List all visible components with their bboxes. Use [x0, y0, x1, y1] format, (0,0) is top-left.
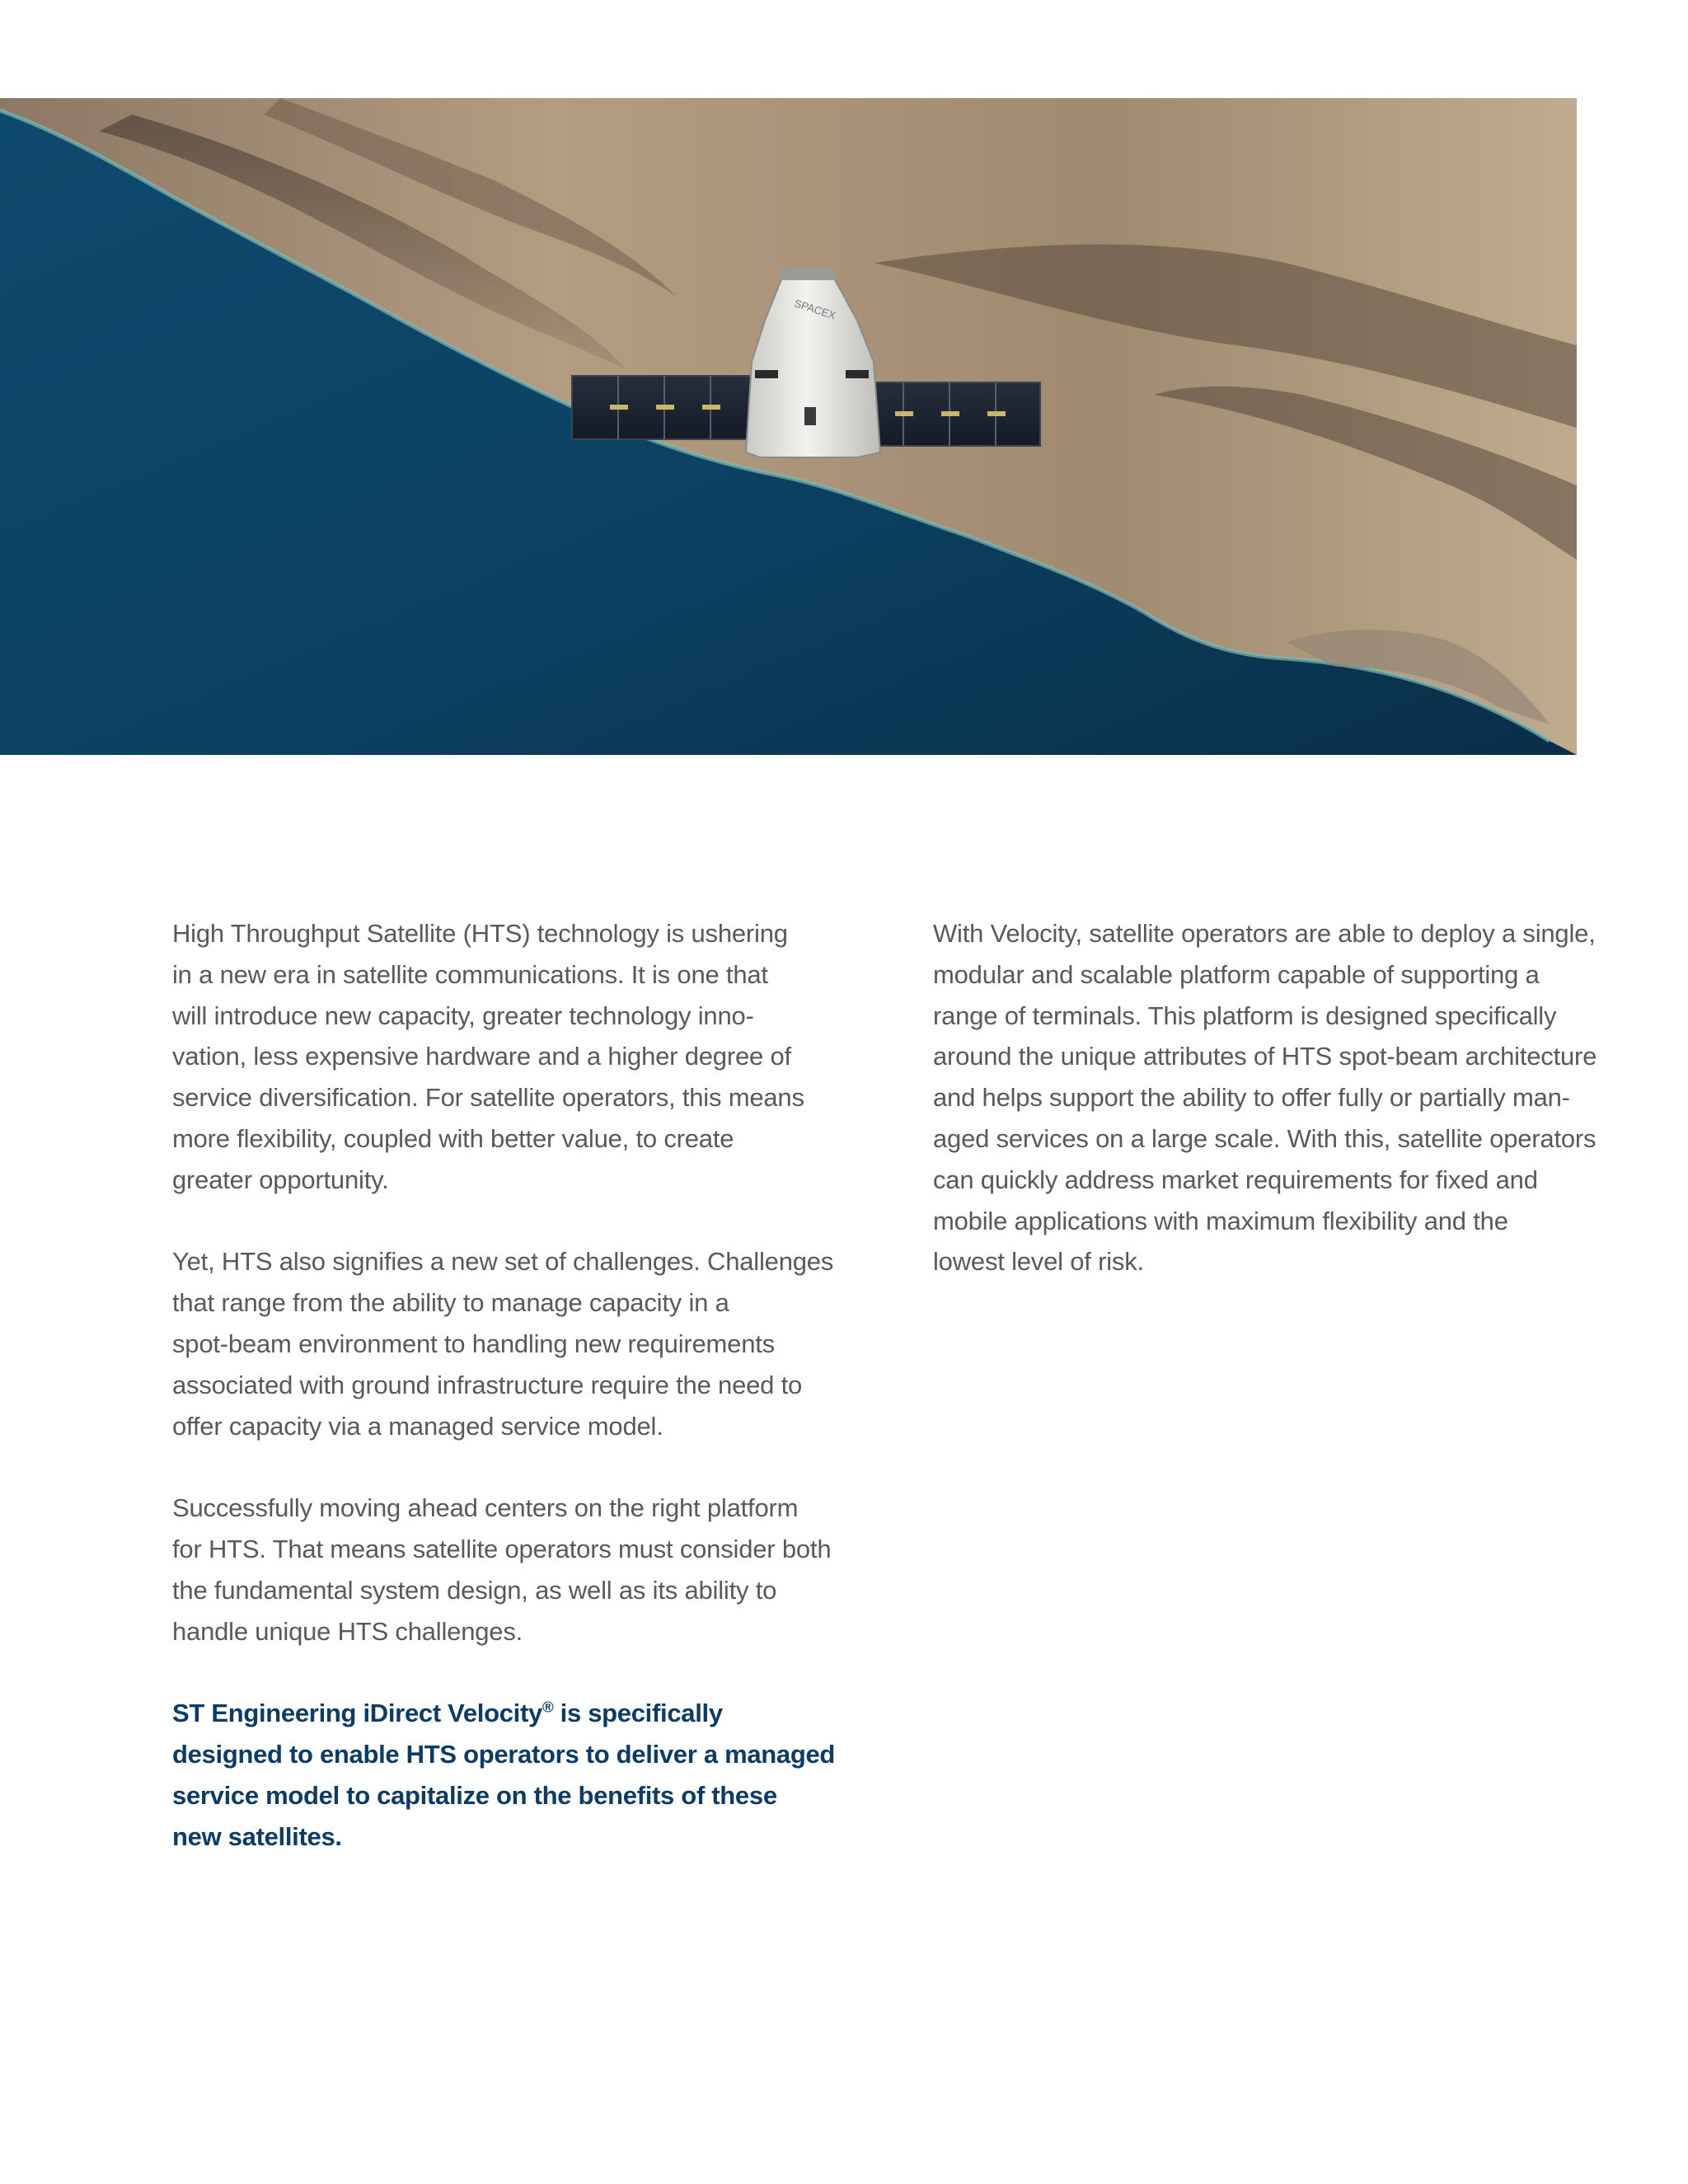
text-line: spot-beam environment to handling new requirements	[172, 1329, 775, 1358]
paragraph-spacer	[172, 1201, 832, 1242]
brand-name: ST Engineering iDirect Velocity	[172, 1699, 542, 1728]
text-line	[172, 1693, 832, 1734]
text-line: High Throughput Satellite (HTS) technology is ushering	[172, 919, 788, 948]
text-line: service diversification. For satellite operators, this means	[172, 1083, 804, 1113]
text-line: service model to capitalize on the benefits of these	[172, 1780, 777, 1810]
registered-trademark: ®	[542, 1698, 554, 1716]
text-line: associated with ground infrastructure require the need to	[172, 1370, 803, 1399]
text-line: in a new era in satellite communications. It is one that	[172, 959, 768, 989]
text-line: designed to enable HTS operators to deliver a managed	[172, 1739, 836, 1769]
paragraph-right-platform	[172, 1488, 832, 1652]
text-line: around the unique attributes of HTS spot-beam architecture	[933, 1042, 1597, 1071]
text-line: Successfully moving ahead centers on the right platform	[172, 1493, 799, 1523]
paragraph-spacer	[172, 1652, 832, 1693]
hero-image	[0, 98, 1577, 755]
text-line: With Velocity, satellite operators are able to deploy a single,	[933, 919, 1596, 948]
left-column	[172, 913, 836, 1857]
paragraph-spacer	[172, 1446, 832, 1488]
text-line: mobile applications with maximum flexibility and the	[933, 1206, 1508, 1235]
text-fragment: is specifically	[553, 1699, 723, 1728]
text-line: will introduce new capacity, greater technology inno-	[172, 1001, 754, 1030]
solar-panel-right	[857, 382, 1040, 446]
text-line: range of terminals. This platform is designed specifically	[933, 1001, 1557, 1030]
solar-panel-left	[572, 376, 755, 439]
paragraph-velocity-platform	[933, 913, 1597, 1282]
text-line: for HTS. That means satellite operators must consider both	[172, 1534, 832, 1563]
paragraph-hts-challenges	[172, 1241, 832, 1446]
text-line: lowest level of risk.	[933, 1247, 1144, 1277]
text-line: aged services on a large scale. With this, satellite operators	[933, 1123, 1597, 1153]
text-line: the fundamental system design, as well as its ability to	[172, 1575, 777, 1605]
velocity-highlight-statement	[172, 1693, 836, 1857]
capsule-marking: SPACEX	[792, 297, 837, 322]
text-line: and helps support the ability to offer fully or partially man-	[933, 1083, 1570, 1113]
text-line: more flexibility, coupled with better value, to create	[172, 1123, 734, 1153]
text-line: Yet, HTS also signifies a new set of challenges. Challenges	[172, 1247, 834, 1277]
text-line: can quickly address market requirements for fixed and	[933, 1165, 1538, 1194]
satellite-photo-illustration	[0, 98, 1577, 755]
text-line: handle unique HTS challenges.	[172, 1616, 523, 1646]
paragraph-hts-intro	[172, 913, 832, 1201]
text-line: greater opportunity.	[172, 1165, 389, 1194]
text-line: that range from the ability to manage capacity in a	[172, 1288, 729, 1318]
text-line: modular and scalable platform capable of supporting a	[933, 959, 1540, 989]
text-line: offer capacity via a managed service model.	[172, 1411, 663, 1441]
text-line: vation, less expensive hardware and a higher degree of	[172, 1042, 791, 1071]
text-line: new satellites.	[172, 1821, 342, 1851]
right-column	[933, 913, 1597, 1282]
